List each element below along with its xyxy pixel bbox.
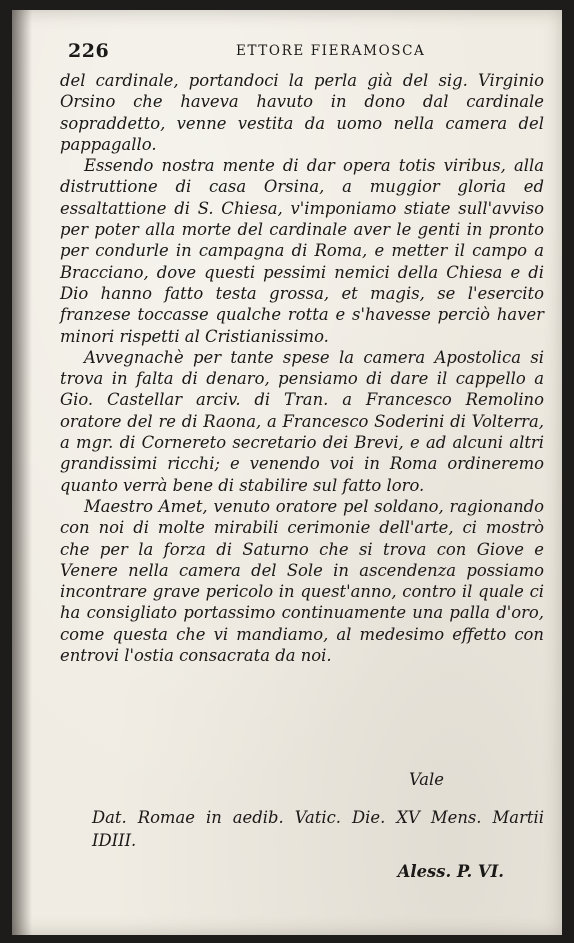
page-gutter-shadow [12, 10, 32, 935]
paragraph: Avvegnachè per tante spese la camera Apostolica si trova in falta di denaro, pensiamo di dare il cappello a Gio. Castellar arciv. di Tran. a Francesco Remolino oratore del re di Raona, a Francesco Soderini di Volterra, a mgr. di Cornereto secretario dei Brevi, e ad alcuni altri grandissimi ricchi; e venendo voi in Roma ordineremo quanto verrà bene di stabilire sul fatto loro. [60, 347, 544, 495]
signature: Aless. P. VI. [397, 862, 504, 881]
body-text [60, 70, 544, 666]
paragraph: Essendo nostra mente di dar opera totis viribus, alla distruttione di casa Orsina, a muggior gloria ed essaltattione di S. Chiesa, v'imponiamo stiate sull'avviso per poter alla morte del cardinale aver le genti in pronto per condurle in campagna di Roma, e metter il campo a Bracciano, dove questi pessimi nemici della Chiesa e di Dio hanno fatto testa grossa, et magis, se l'esercito franzese toccasse qualche rotta e s'havesse perciò haver minori rispetti al Cristianissimo. [60, 156, 544, 346]
paragraph: del cardinale, portandoci la perla già del sig. Virginio Orsino che haveva havuto in dono dal cardinale sopraddetto, venne vestita da uomo nella camera del pappagallo. [60, 71, 544, 154]
date-line: Dat. Romae in aedib. Vatic. Die. XV Mens. Martii IDIII. [92, 808, 544, 850]
page-number: 226 [68, 40, 110, 62]
running-title: ETTORE FIERAMOSCA [236, 43, 426, 59]
book-page [12, 10, 562, 935]
paragraph: Maestro Amet, venuto oratore pel soldano, ragionando con noi di molte mirabili cerimonie dell'arte, ci mostrò che per la forza di Saturno che si trova con Giove e Venere nella camera del Sole in ascendenza possiamo incontrare grave pericolo in quest'anno, contro il quale ci ha consigliato portassimo continuamente una palla d'oro, come questa che vi mandiamo, al medesimo effetto con entrovi l'ostia consacrata da noi. [60, 496, 544, 666]
running-head [68, 40, 548, 62]
valediction: Vale [408, 770, 444, 789]
